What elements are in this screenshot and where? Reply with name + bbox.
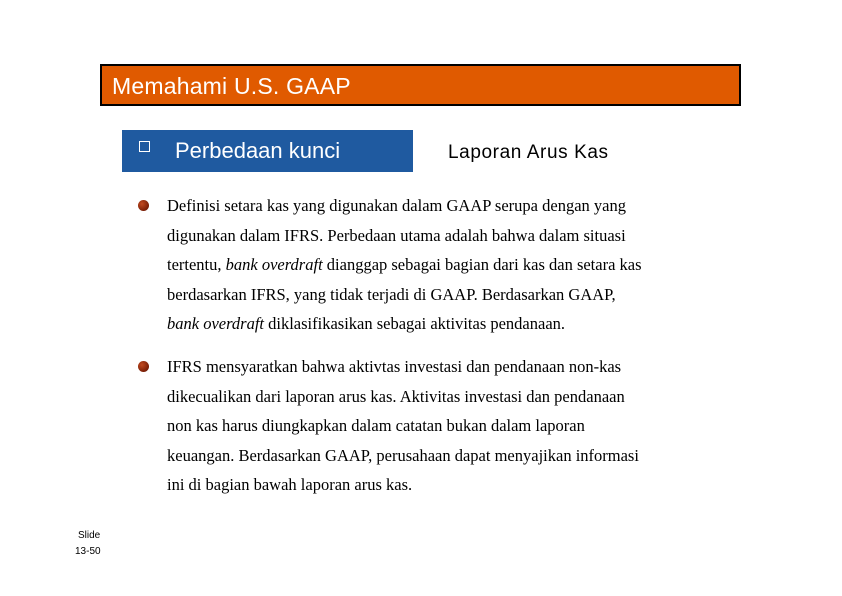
paragraph-line: dikecualikan dari laporan arus kas. Aktivitas investasi dan pendanaan [167,386,625,406]
paragraph-line: non kas harus diungkapkan dalam catatan bukan dalam laporan [167,416,585,435]
paragraph-line: Definisi setara kas yang digunakan dalam GAAP serupa dengan yang [167,196,626,215]
key-differences-label: Perbedaan kunci [175,138,341,163]
paragraph-line: keuangan. Berdasarkan GAAP, perusahaan dapat menyajikan informasi [167,445,639,465]
slide-title: Memahami U.S. GAAP [112,73,351,99]
paragraph-line: IFRS mensyaratkan bahwa aktivtas investasi dan pendanaan non-kas [167,357,622,376]
bullet-icon [138,200,149,211]
slide-label: Slide [78,530,101,541]
paragraph-line: digunakan dalam IFRS. Perbedaan utama adalah bahwa dalam situasi [167,225,626,245]
paragraph-line: ini di bagian bawah laporan arus kas. [167,475,413,494]
bullet-paragraph-2 [167,352,747,500]
bullet-icon [138,361,149,372]
paragraph-line: tertentu, bank overdraft dianggap sebagai bagian dari kas dan setara kas [167,255,642,274]
paragraph-line: bank overdraft diklasifikasikan sebagai aktivitas pendanaan. [167,314,566,333]
slide-title-bar [100,64,741,106]
bullet-paragraph-1 [167,191,747,339]
italic-term: bank overdraft [225,255,323,274]
paragraph-line: berdasarkan IFRS, yang tidak terjadi di GAAP. Berdasarkan GAAP, [167,284,616,304]
slide-number: 13-50 [75,546,101,557]
italic-term: bank overdraft [167,314,264,333]
checkbox-icon [139,141,150,152]
key-differences-box [122,130,413,172]
section-title: Laporan Arus Kas [448,142,609,163]
